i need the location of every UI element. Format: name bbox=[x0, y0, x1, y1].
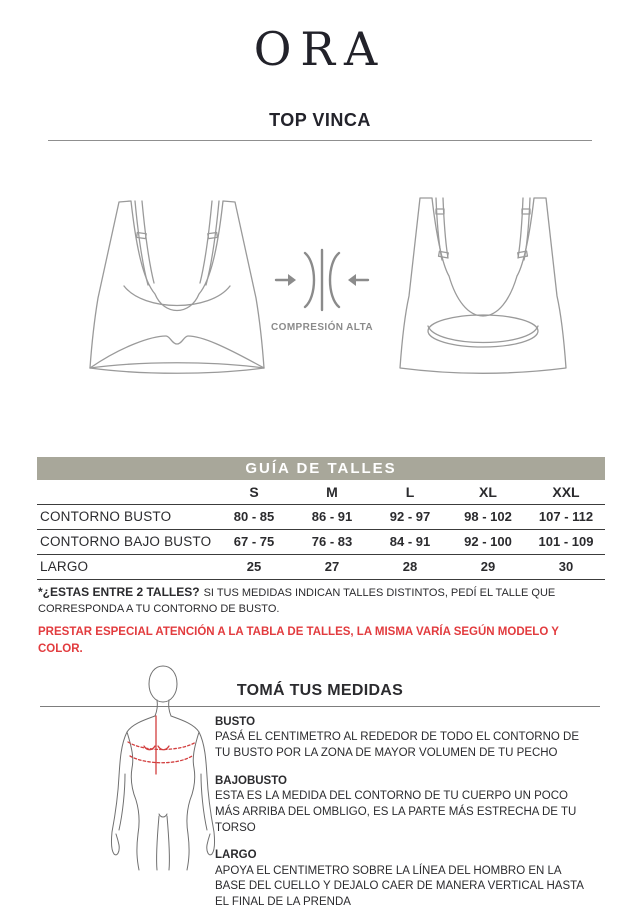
body-measurement-figure bbox=[106, 664, 224, 876]
note-warning: PRESTAR ESPECIAL ATENCIÓN A LA TABLA DE TALLES, LA MISMA VARÍA SEGÚN MODELO Y COLOR. bbox=[38, 625, 559, 655]
note-between-sizes-text: SI TUS MEDIDAS INDICAN TALLES DISTINTOS, PEDÍ EL TALLE QUE CORRESPONDA A TU CONTORNO DE BUSTO. bbox=[38, 587, 556, 615]
row-label: CONTORNO BUSTO bbox=[40, 509, 172, 524]
cell-value: 84 - 91 bbox=[389, 534, 431, 549]
bra-back-illustration bbox=[396, 188, 586, 393]
measure-text: PASÁ EL CENTIMETRO AL REDEDOR DE TODO EL CONTORNO DE TU BUSTO POR LA ZONA DE MAYOR VOLUMEN DE TU PECHO bbox=[215, 731, 580, 759]
cell-value: 25 bbox=[246, 559, 262, 574]
note-between-sizes-question: *¿ESTAS ENTRE 2 TALLES? bbox=[38, 585, 200, 599]
row-label: LARGO bbox=[40, 559, 89, 574]
cell-value: 67 - 75 bbox=[233, 534, 275, 549]
measure-item-largo bbox=[215, 847, 589, 908]
title-divider bbox=[48, 140, 592, 141]
notes-block bbox=[38, 584, 598, 657]
measure-label: BAJOBUSTO bbox=[215, 774, 287, 787]
cell-value: 80 - 85 bbox=[233, 509, 275, 524]
size-header-row bbox=[37, 481, 605, 505]
cell-value: 76 - 83 bbox=[311, 534, 353, 549]
cell-value: 30 bbox=[558, 559, 574, 574]
measure-item-bajobusto bbox=[215, 773, 589, 837]
measure-label: BUSTO bbox=[215, 716, 256, 728]
table-row-contorno-bajo-busto bbox=[37, 530, 605, 555]
size-header-s: S bbox=[249, 484, 259, 500]
row-label: CONTORNO BAJO BUSTO bbox=[40, 534, 212, 549]
cell-value: 27 bbox=[324, 559, 340, 574]
compression-icon bbox=[274, 248, 370, 312]
size-guide-table bbox=[37, 457, 605, 580]
note-between-sizes bbox=[38, 584, 598, 618]
size-guide-title: GUÍA DE TALLES bbox=[37, 457, 605, 480]
cell-value: 29 bbox=[480, 559, 496, 574]
measure-item-busto bbox=[215, 714, 589, 762]
cell-value: 107 - 112 bbox=[538, 509, 594, 524]
measure-label: LARGO bbox=[215, 849, 257, 862]
size-header-m: M bbox=[326, 484, 338, 500]
cell-value: 86 - 91 bbox=[311, 509, 353, 524]
measurement-instructions bbox=[215, 714, 589, 908]
size-header-xxl: XXL bbox=[552, 484, 580, 500]
measure-text: ESTA ES LA MEDIDA DEL CONTORNO DE TU CUERPO UN POCO MÁS ARRIBA DEL OMBLIGO, ES LA PARTE MÁS ESTRECHA DE TU TORSO bbox=[215, 789, 577, 834]
cell-value: 101 - 109 bbox=[538, 534, 594, 549]
size-header-xl: XL bbox=[479, 484, 497, 500]
cell-value: 92 - 100 bbox=[464, 534, 512, 549]
measurements-title: TOMÁ TUS MEDIDAS bbox=[236, 682, 404, 699]
brand-logo: ORA bbox=[253, 22, 387, 76]
cell-value: 98 - 102 bbox=[464, 509, 512, 524]
measure-text: APOYA EL CENTIMETRO SOBRE LA LÍNEA DEL HOMBRO EN LA BASE DEL CUELLO Y DEJALO CAER DE MANERA VERTICAL HASTA EL FINAL DE LA PRENDA bbox=[215, 864, 584, 908]
cell-value: 28 bbox=[402, 559, 418, 574]
bra-front-illustration bbox=[82, 188, 272, 393]
compression-label: COMPRESIÓN ALTA bbox=[271, 322, 373, 333]
table-row-contorno-busto bbox=[37, 505, 605, 530]
cell-value: 92 - 97 bbox=[389, 509, 431, 524]
compression-indicator bbox=[268, 248, 376, 333]
table-row-largo bbox=[37, 555, 605, 580]
size-header-l: L bbox=[405, 484, 415, 500]
size-header-empty bbox=[37, 481, 215, 505]
product-title: TOP VINCA bbox=[269, 110, 371, 130]
